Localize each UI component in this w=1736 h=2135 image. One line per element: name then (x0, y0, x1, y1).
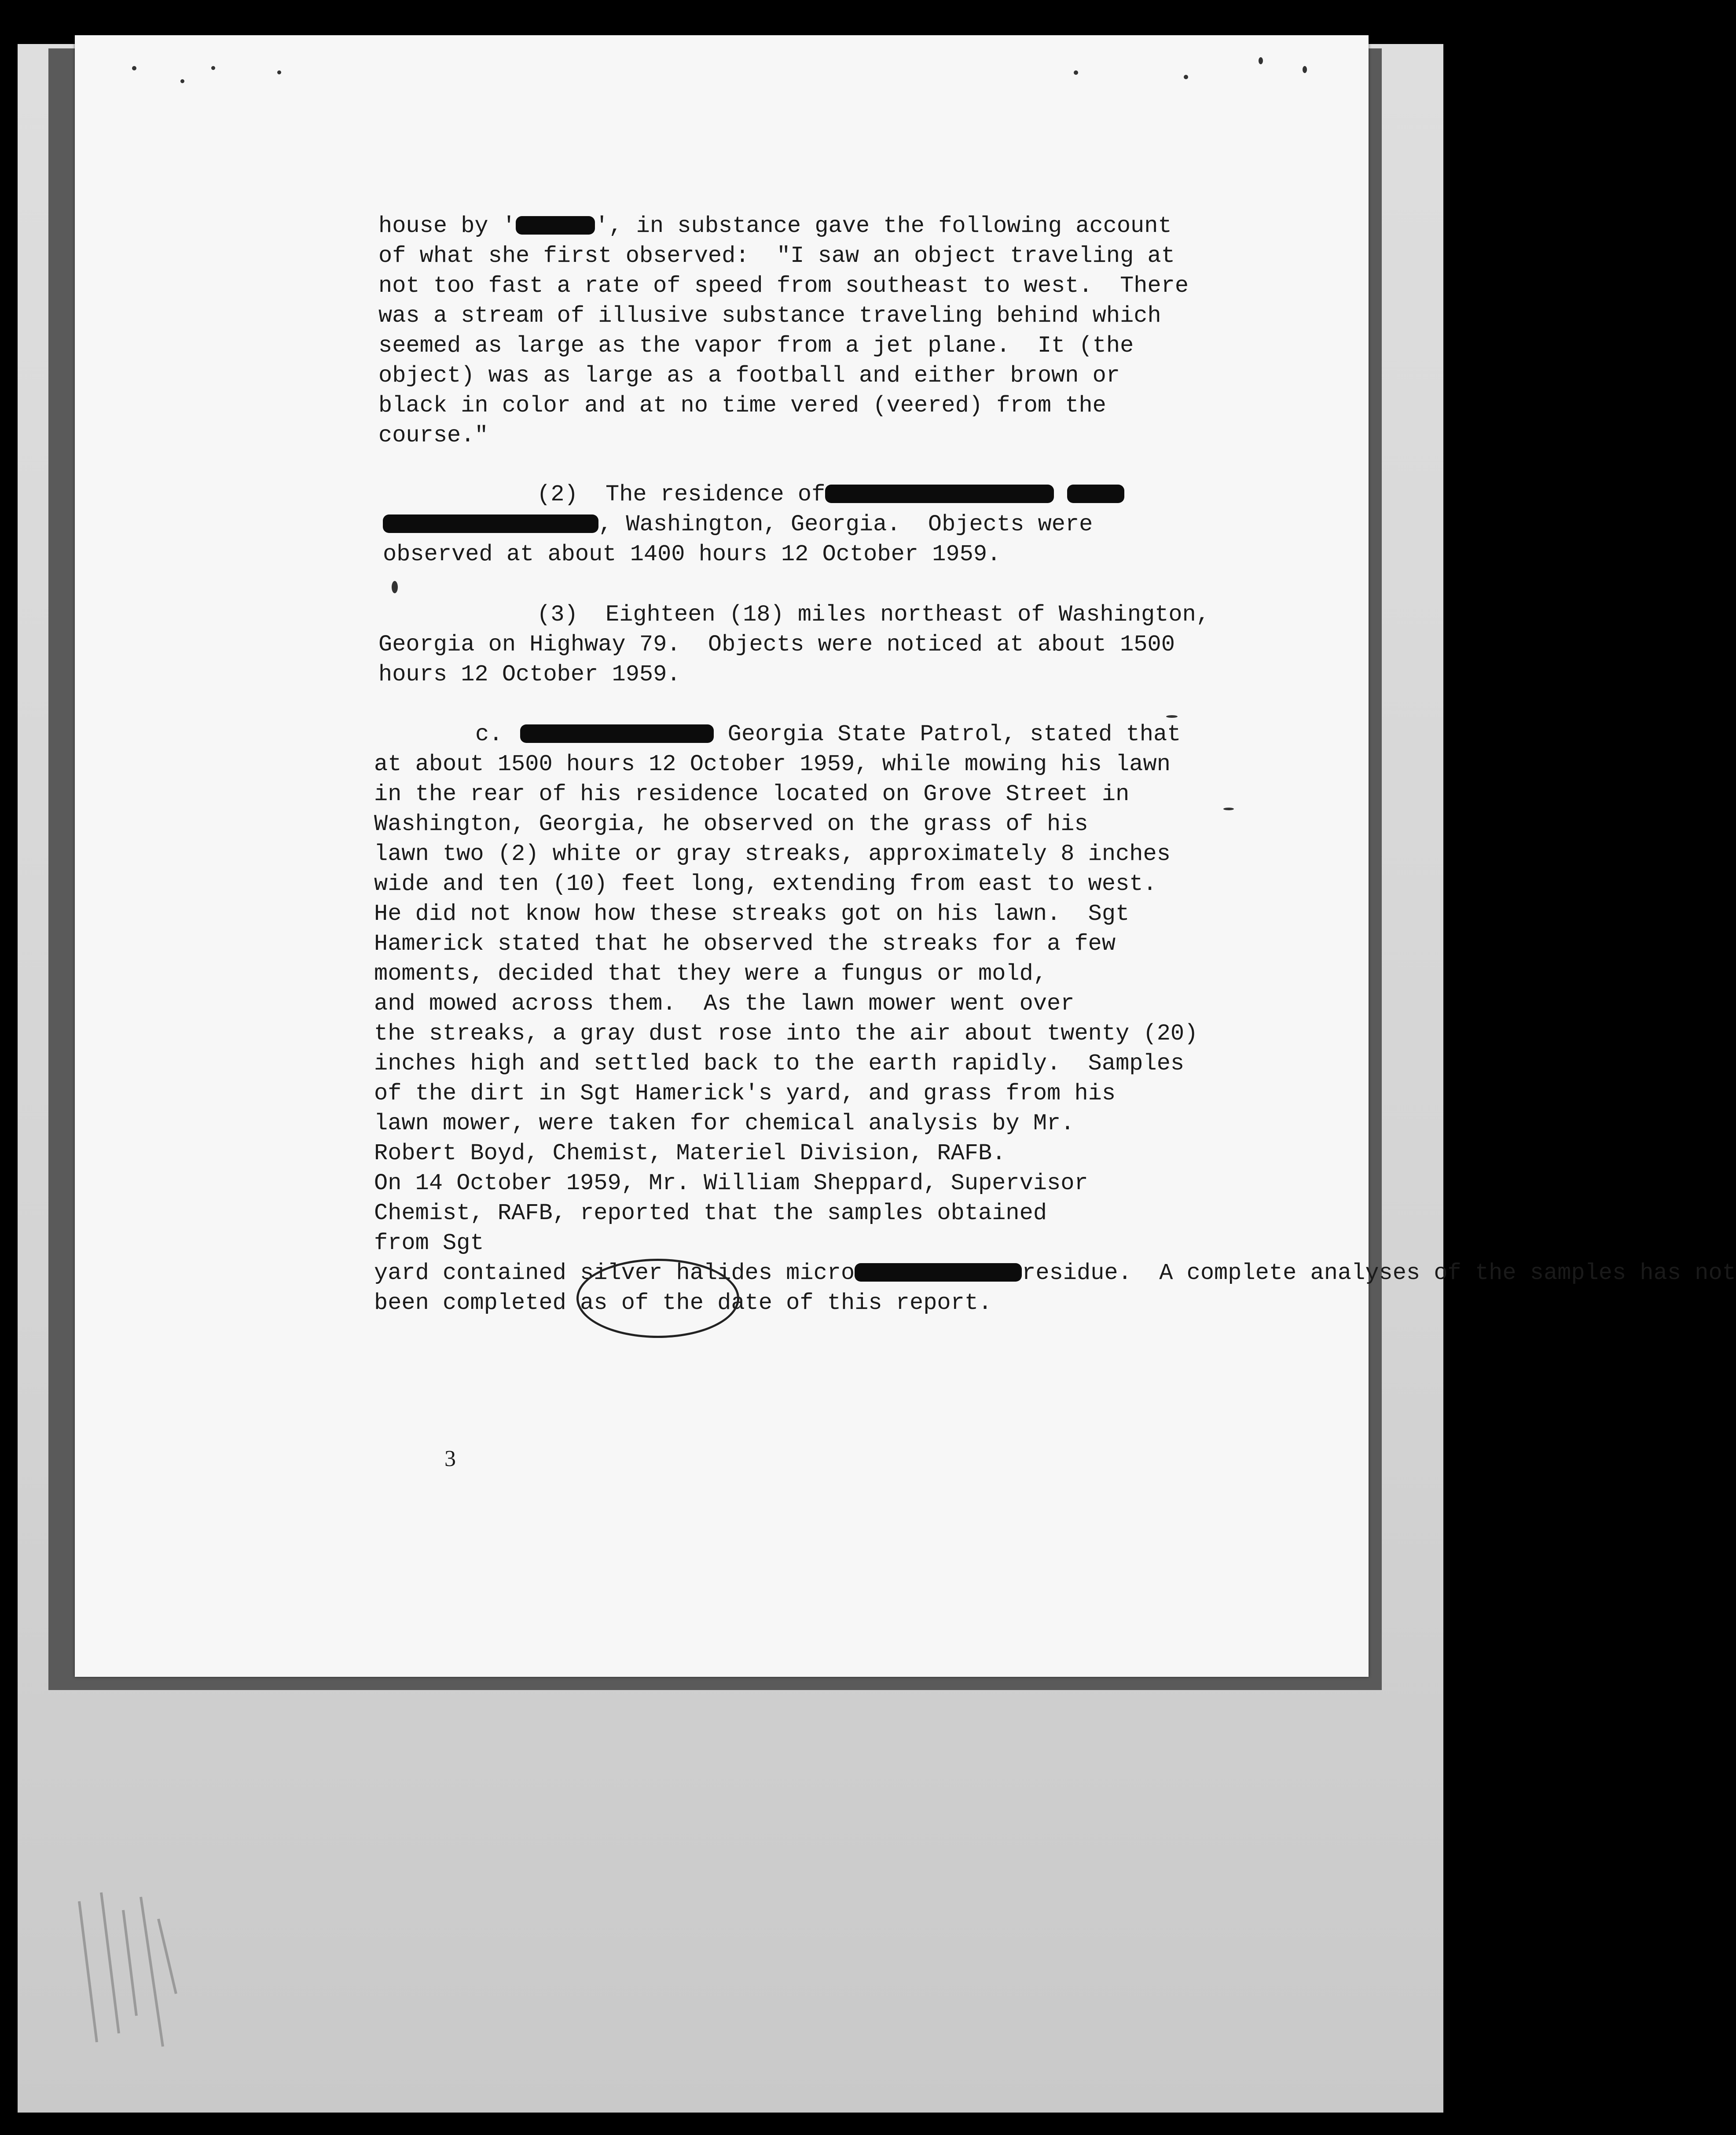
dust-speck (1184, 75, 1188, 79)
text-line: Hamerick stated that he observed the streaks for a few (374, 931, 1116, 957)
text-line: observed at about 1400 hours 12 October 1959. (383, 541, 1001, 567)
redaction-bar (825, 485, 1054, 503)
text-line: lawn two (2) white or gray streaks, approximately 8 inches (374, 841, 1171, 867)
dust-speck (392, 581, 398, 593)
dust-speck (180, 79, 184, 83)
text-line: course." (378, 423, 488, 448)
text-line: lawn mower, were taken for chemical analysis by Mr. (374, 1110, 1075, 1136)
dust-speck (1259, 57, 1263, 64)
dust-speck (1223, 808, 1234, 810)
dust-speck (211, 66, 215, 70)
text-line: in the rear of his residence located on Grove Street in (374, 781, 1130, 807)
text-line (383, 510, 1093, 540)
text-line: object) was as large as a football and either brown or (378, 363, 1120, 389)
hand-drawn-circle (576, 1259, 739, 1338)
text-line: hours 12 October 1959. (378, 661, 681, 687)
text-line: moments, decided that they were a fungus or mold, (374, 961, 1047, 987)
dust-speck (132, 66, 136, 70)
text-line (374, 1258, 1736, 1288)
text-line (537, 480, 1124, 510)
text-line: (3) Eighteen (18) miles northeast of Washington, (537, 602, 1210, 628)
text-line: inches high and settled back to the earth rapidly. Samples (374, 1051, 1185, 1077)
text-line: from Sgt (374, 1230, 484, 1256)
text-line: and mowed across them. As the lawn mower went over (374, 991, 1075, 1017)
text-line: not too fast a rate of speed from southeast to west. There (378, 273, 1189, 299)
text-line: black in color and at no time vered (veered) from the (378, 393, 1106, 419)
text-line: Chemist, RAFB, reported that the samples obtained (374, 1200, 1047, 1226)
text-line: of the dirt in Sgt Hamerick's yard, and grass from his (374, 1080, 1116, 1106)
text-line: seemed as large as the vapor from a jet plane. It (the (378, 333, 1134, 359)
dust-speck (1166, 715, 1178, 718)
text-line: at about 1500 hours 12 October 1959, while mowing his lawn (374, 751, 1171, 777)
dust-speck (277, 70, 281, 74)
page-number: 3 (444, 1446, 456, 1471)
dust-speck (1074, 70, 1078, 75)
text-line: Georgia on Highway 79. Objects were noticed at about 1500 (378, 632, 1175, 658)
text-line: On 14 October 1959, Mr. William Sheppard, Supervisor (374, 1170, 1088, 1196)
dust-speck (1303, 66, 1307, 73)
text-fragment: c. (475, 721, 503, 747)
text-line: of what she first observed: "I saw an object traveling at (378, 243, 1175, 269)
text-line (378, 211, 1172, 241)
text-fragment: yard contained silver halides micro (374, 1260, 855, 1286)
text-fragment: house by ' (378, 213, 516, 239)
text-line: was a stream of illusive substance traveling behind which (378, 303, 1161, 329)
redaction-bar (383, 514, 598, 533)
text-line: wide and ten (10) feet long, extending from east to west. (374, 871, 1157, 897)
redaction-bar (1067, 485, 1124, 503)
text-fragment: ', in substance gave the following account (595, 213, 1172, 239)
text-line: the streaks, a gray dust rose into the air about twenty (20) (374, 1021, 1198, 1047)
text-line: been completed as of the date of this report. (374, 1290, 992, 1316)
redaction-bar (516, 216, 595, 235)
text-fragment: (2) The residence of (537, 481, 826, 507)
film-scratch-marks (70, 1884, 185, 2051)
redaction-bar (520, 724, 714, 743)
redaction-bar (855, 1263, 1022, 1282)
text-line: Robert Boyd, Chemist, Materiel Division, RAFB. (374, 1140, 1006, 1166)
text-line: Washington, Georgia, he observed on the grass of his (374, 811, 1088, 837)
text-line (475, 720, 1181, 750)
document-page (75, 35, 1736, 1677)
text-line: He did not know how these streaks got on his lawn. Sgt (374, 901, 1130, 927)
text-fragment: Georgia State Patrol, stated that (714, 721, 1181, 747)
text-fragment: , Washington, Georgia. Objects were (598, 511, 1093, 537)
text-fragment: residue. A complete analyses of the samples has not (1022, 1260, 1736, 1286)
